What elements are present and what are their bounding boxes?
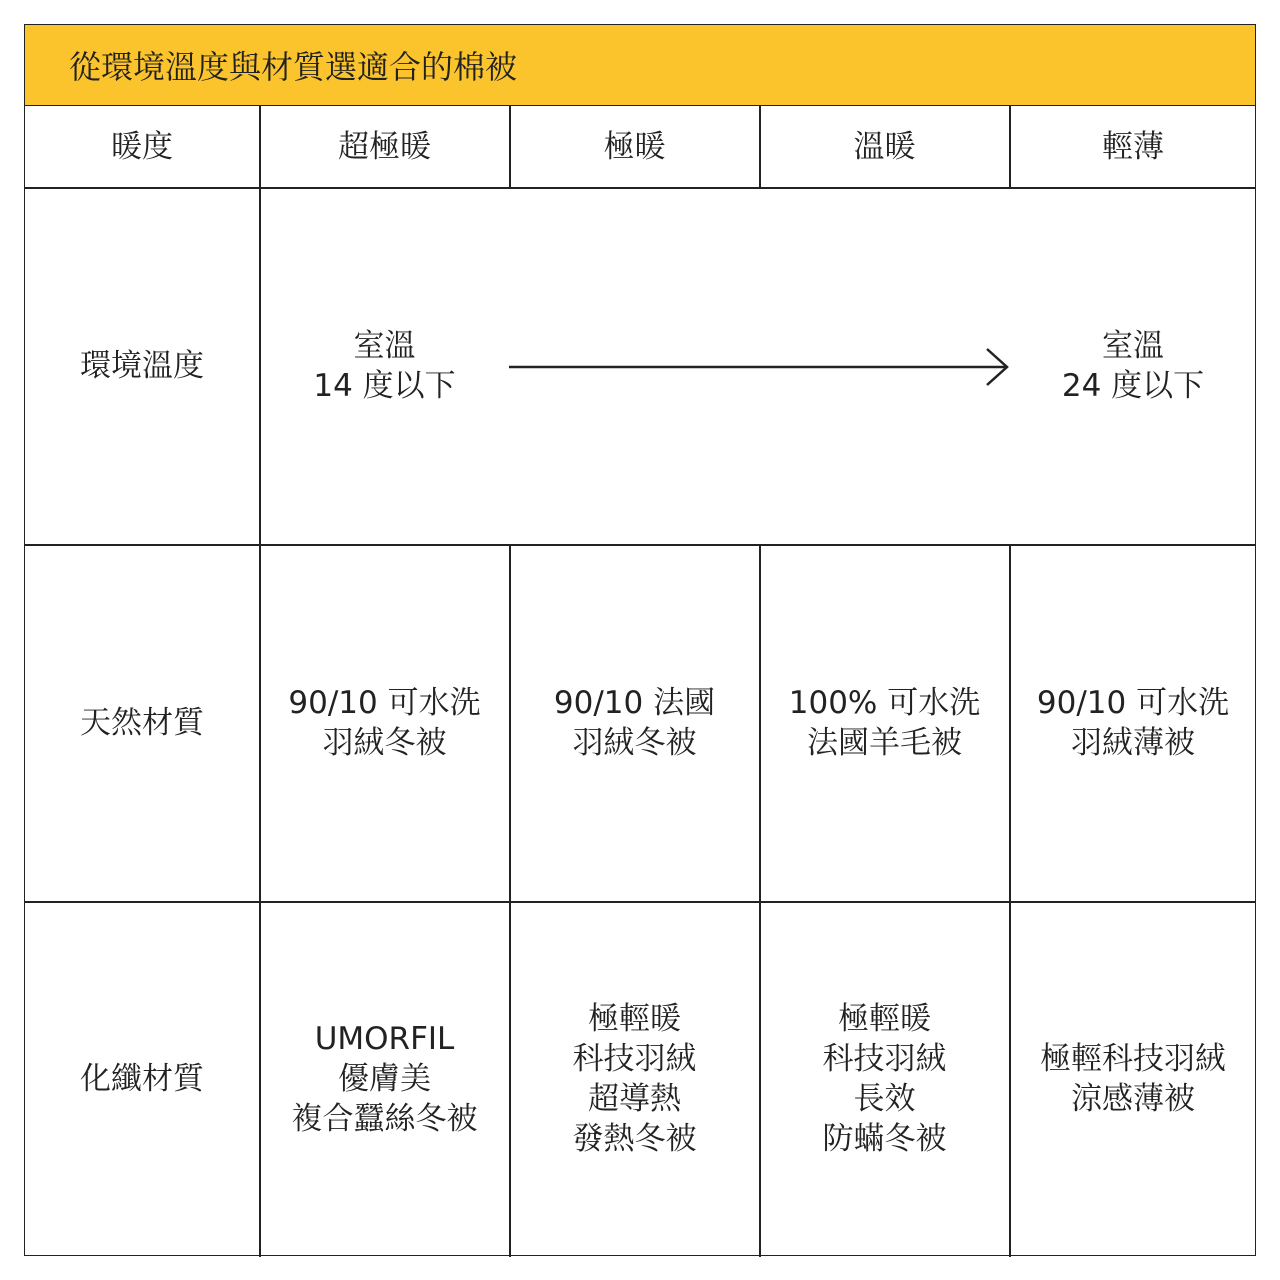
header-level-4: 輕薄	[1102, 129, 1164, 165]
cell-line: 長效	[853, 1081, 916, 1117]
cell-line: 涼感薄被	[1071, 1081, 1195, 1117]
cell-line: 超導熱	[588, 1081, 681, 1117]
cell-line: 極輕暖	[838, 1001, 931, 1037]
cell-line: 法國羊毛被	[806, 725, 962, 761]
cell-line: 發熱冬被	[572, 1121, 697, 1157]
natural-label: 天然材質	[80, 705, 204, 741]
temperature-end-line: 室溫	[1102, 328, 1164, 364]
header-level-1: 超極暖	[338, 129, 431, 165]
temperature-label: 環境溫度	[80, 348, 204, 384]
synthetic-cell-2	[510, 902, 759, 1256]
natural-cell-3	[760, 545, 1009, 901]
temperature-start-line: 14 度以下	[313, 368, 456, 404]
temperature-end	[1010, 188, 1256, 544]
cell-line: 極輕暖	[588, 1001, 681, 1037]
synthetic-cell-4	[1010, 902, 1256, 1256]
cell-line: 科技羽絨	[822, 1041, 947, 1077]
synthetic-label: 化纖材質	[80, 1061, 204, 1097]
natural-cell-4	[1010, 545, 1256, 901]
synthetic-cell-1	[260, 902, 509, 1256]
cell-line: 優膚美	[338, 1061, 431, 1097]
natural-cell-1	[260, 545, 509, 901]
cell-line: 羽絨冬被	[572, 725, 697, 761]
temperature-start	[260, 188, 509, 544]
cell-line: 100% 可水洗	[788, 685, 981, 721]
temperature-arrow-icon	[509, 347, 1009, 387]
table-title: 從環境溫度與材質選適合的棉被	[25, 25, 1255, 106]
cell-line: 羽絨薄被	[1070, 725, 1195, 761]
cell-line: UMORFIL	[314, 1021, 455, 1057]
synthetic-cell-3	[760, 902, 1009, 1256]
cell-line: 90/10 可水洗	[288, 685, 481, 721]
cell-line: 科技羽絨	[572, 1041, 697, 1077]
header-label: 暖度	[111, 129, 173, 165]
cell-line: 複合蠶絲冬被	[291, 1101, 478, 1137]
cell-line: 防蟎冬被	[822, 1121, 947, 1157]
natural-cell-2	[510, 545, 759, 901]
cell-line: 90/10 法國	[553, 685, 716, 721]
temperature-start-line: 室溫	[353, 328, 416, 364]
cell-line: 90/10 可水洗	[1036, 685, 1230, 721]
header-level-2: 極暖	[603, 129, 666, 165]
cell-line: 極輕科技羽絨	[1040, 1041, 1226, 1077]
temperature-end-line: 24 度以下	[1061, 368, 1205, 404]
cell-line: 羽絨冬被	[322, 725, 447, 761]
header-level-3: 溫暖	[853, 129, 916, 165]
comparison-table	[24, 24, 1256, 1256]
